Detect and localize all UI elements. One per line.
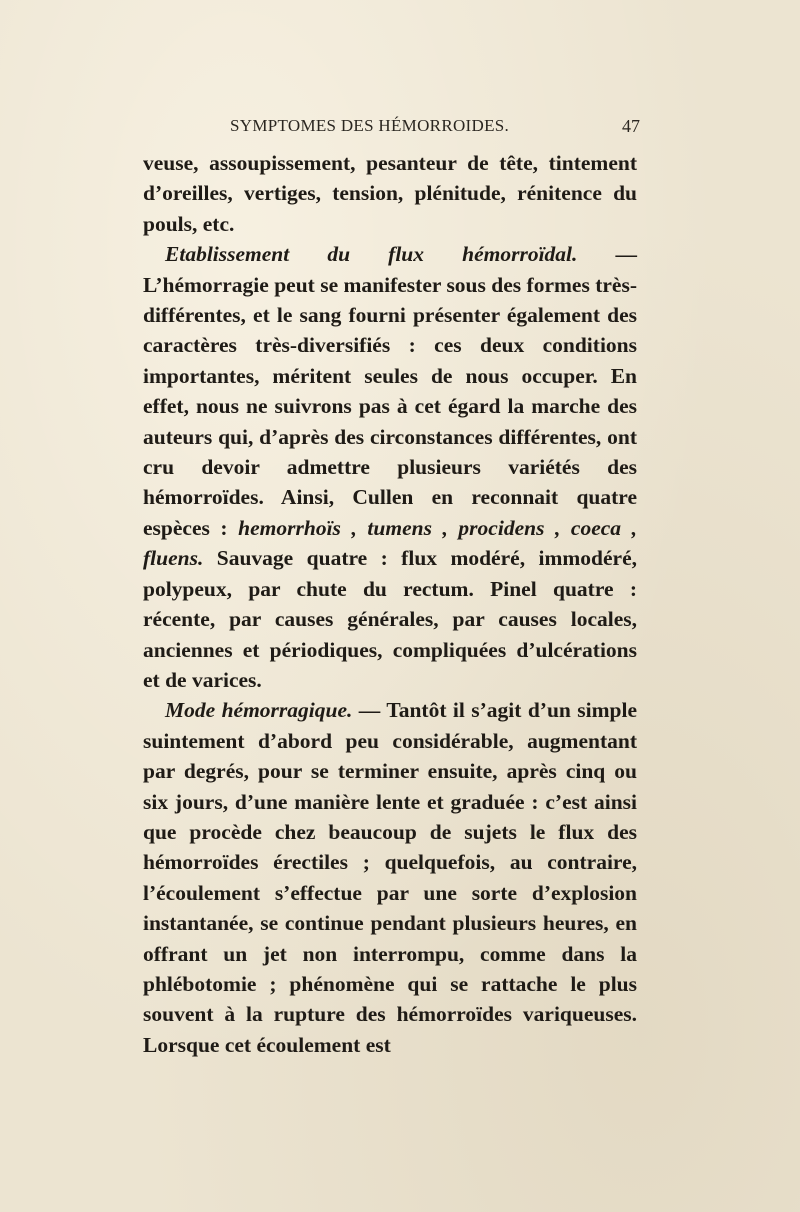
- section-heading: Mode hémorragique.: [165, 698, 353, 723]
- paragraph-text: — L’hémorragie peut se manifester sous des formes très-différentes, et le sang fourni présenter également des caractères très-diversifiés : ces deux conditions importantes, méritent seules de nous occuper. En effet, nous ne suivrons pas à cet égard la marche des auteurs qui, d’après des circonstances différentes, ont cru devoir admettre plusieurs variétés des hémorroïdes. Ainsi, Cullen en reconnait quatre espèces :: [143, 242, 637, 540]
- running-title: SYMPTOMES DES HÉMORROIDES.: [230, 116, 510, 135]
- paragraph-hemorrhagic-mode: [143, 695, 637, 1060]
- paragraph-text: Sauvage quatre : flux modéré, immodéré, polypeux, par chute du rectum. Pinel quatre : récente, par causes générales, par causes locales, anciennes et périodiques, compliquées d’ulcérations et de varices.: [143, 546, 637, 692]
- running-head: [140, 116, 640, 144]
- paragraph-continuation: [143, 148, 637, 239]
- body-text: [143, 148, 637, 1060]
- species-list: hemorrhoïs , tumens , procidens , coeca , fluens.: [143, 515, 637, 571]
- paragraph-text: veuse, assoupissement, pesanteur de tête, tintement d’oreilles, vertiges, tension, plénitude, rénitence du pouls, etc.: [143, 151, 637, 236]
- section-heading: Etablissement du flux hémorroïdal.: [165, 242, 578, 267]
- paragraph-flux-establishment: [143, 239, 637, 695]
- page-number: 47: [622, 116, 640, 136]
- paragraph-text: — Tantôt il s’agit d’un simple suintement d’abord peu considérable, augmentant par degrés, pour se terminer ensuite, après cinq ou six jours, d’une manière lente et graduée : c’est ainsi que procède chez beaucoup de sujets le flux des hémorroïdes érectiles ; quelquefois, au contraire, l’écoulement s’effectue par une sorte d’explosion instantanée, se continue pendant plusieurs heures, en offrant un jet non interrompu, comme dans la phlébotomie ; phénomène qui se rattache le plus souvent à la rupture des hémorroïdes variqueuses. Lorsque cet écoulement est: [143, 698, 637, 1057]
